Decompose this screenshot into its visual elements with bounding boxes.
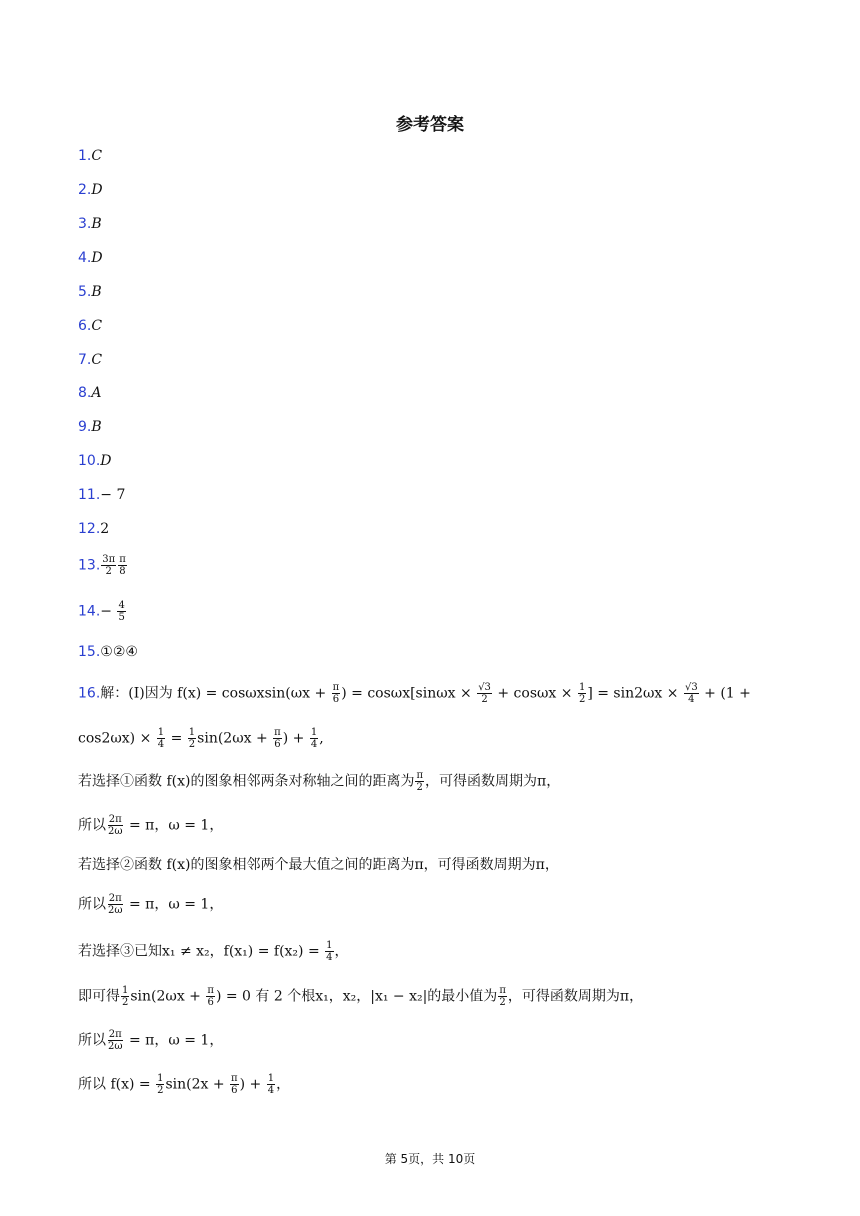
page-footer: 第 5页，共 10页 bbox=[384, 1152, 476, 1166]
solution-line: 若选择③已知x₁ ≠ x₂，f(x₁) = f(x₂) = $\frac{1}{4}$ ， bbox=[78, 940, 349, 963]
answer-number: 6. bbox=[78, 318, 92, 334]
answer-number: 15. bbox=[78, 644, 101, 660]
answer-value: ①②④ bbox=[100, 644, 138, 660]
answer-number: 4. bbox=[78, 250, 92, 266]
answer-line bbox=[78, 350, 102, 370]
answer-line bbox=[78, 180, 103, 200]
answer-number: 5. bbox=[78, 284, 92, 300]
answer-number: 8. bbox=[78, 385, 92, 401]
answer-value: B bbox=[91, 216, 102, 232]
solution-line: 若选择②函数 f(x)的图象相邻两个最大值之间的距离为π，可得函数周期为π， bbox=[78, 857, 559, 873]
answer-line bbox=[78, 451, 112, 471]
fraction: $\frac{3\pi}{2}$ bbox=[102, 554, 116, 577]
answer-value: D bbox=[100, 453, 112, 469]
answer-value: − 7 bbox=[100, 487, 126, 503]
answer-value: D bbox=[91, 250, 103, 266]
answer-line bbox=[78, 554, 128, 577]
solution-line: 16.解：(I)因为 f(x) = cosωxsin(ωx + $\frac{\pi}{6}$ ) = cosωx[sinωx × $\frac{√3}{2}$ + cosωx × $\frac{1}{2}$ ] = sin2ωx × $\frac{√3}{4}$ + (1 + bbox=[78, 682, 751, 705]
solution-line: 即可得 $\frac{1}{2}$ sin(2ωx + $\frac{\pi}{6}$ ) = 0 有 2 个根x₁，x₂，|x₁ − x₂|的最小值为 $\frac{\pi}{2}$ ，可得函数周期为π， bbox=[78, 985, 644, 1008]
answer-line bbox=[78, 519, 109, 539]
answer-line bbox=[78, 214, 102, 234]
answer-number: 9. bbox=[78, 419, 92, 435]
solution-line: cos2ωx) × $\frac{1}{4}$ = $\frac{1}{2}$ sin(2ωx + $\frac{\pi}{6}$ ) + $\frac{1}{4}$ , bbox=[78, 727, 324, 750]
answer-number: 3. bbox=[78, 216, 92, 232]
answer-number: 10. bbox=[78, 453, 101, 469]
answer-number: 13. bbox=[78, 557, 101, 574]
answer-number: 14. bbox=[78, 603, 101, 620]
answer-value: A bbox=[91, 385, 102, 401]
answer-value: C bbox=[91, 148, 103, 164]
solution-line: 若选择①函数 f(x)的图象相邻两条对称轴之间的距离为 $\frac{\pi}{2}$ ，可得函数周期为π， bbox=[78, 770, 561, 793]
solution-line: 所以 f(x) = $\frac{1}{2}$ sin(2x + $\frac{\pi}{6}$ ) + $\frac{1}{4}$ ， bbox=[78, 1073, 291, 1096]
solution-line: 所以 $\frac{2\pi}{2\omega}$ = π，ω = 1， bbox=[78, 1029, 224, 1052]
answer-line bbox=[78, 485, 125, 505]
page-title: 参考答案 bbox=[396, 115, 464, 135]
answer-number: 12. bbox=[78, 521, 101, 537]
answer-number: 1. bbox=[78, 148, 92, 164]
solution-line: 所以 $\frac{2\pi}{2\omega}$ = π，ω = 1， bbox=[78, 814, 224, 837]
fraction: $\frac{4}{5}$ bbox=[118, 600, 125, 623]
answer-value: 2 bbox=[100, 521, 110, 537]
answer-line bbox=[78, 146, 102, 166]
answer-number: 11. bbox=[78, 487, 101, 503]
answer-number: 16. bbox=[78, 685, 101, 702]
answer-line bbox=[78, 282, 102, 302]
answer-value: B bbox=[91, 419, 102, 435]
answer-line bbox=[78, 316, 102, 336]
answer-line: 14.− $\frac{4}{5}$ bbox=[78, 600, 125, 623]
answer-value: B bbox=[91, 284, 102, 300]
answer-value: C bbox=[91, 318, 103, 334]
solution-line: 所以 $\frac{2\pi}{2\omega}$ = π，ω = 1， bbox=[78, 893, 224, 916]
answer-number: 7. bbox=[78, 352, 92, 368]
answer-number: 2. bbox=[78, 182, 92, 198]
fraction: $\frac{\pi}{8}$ bbox=[119, 554, 126, 577]
answer-line bbox=[78, 417, 102, 437]
answer-value: C bbox=[91, 352, 103, 368]
answer-line bbox=[78, 383, 101, 403]
answer-value: D bbox=[91, 182, 103, 198]
answer-line bbox=[78, 248, 103, 268]
answer-line bbox=[78, 642, 138, 662]
